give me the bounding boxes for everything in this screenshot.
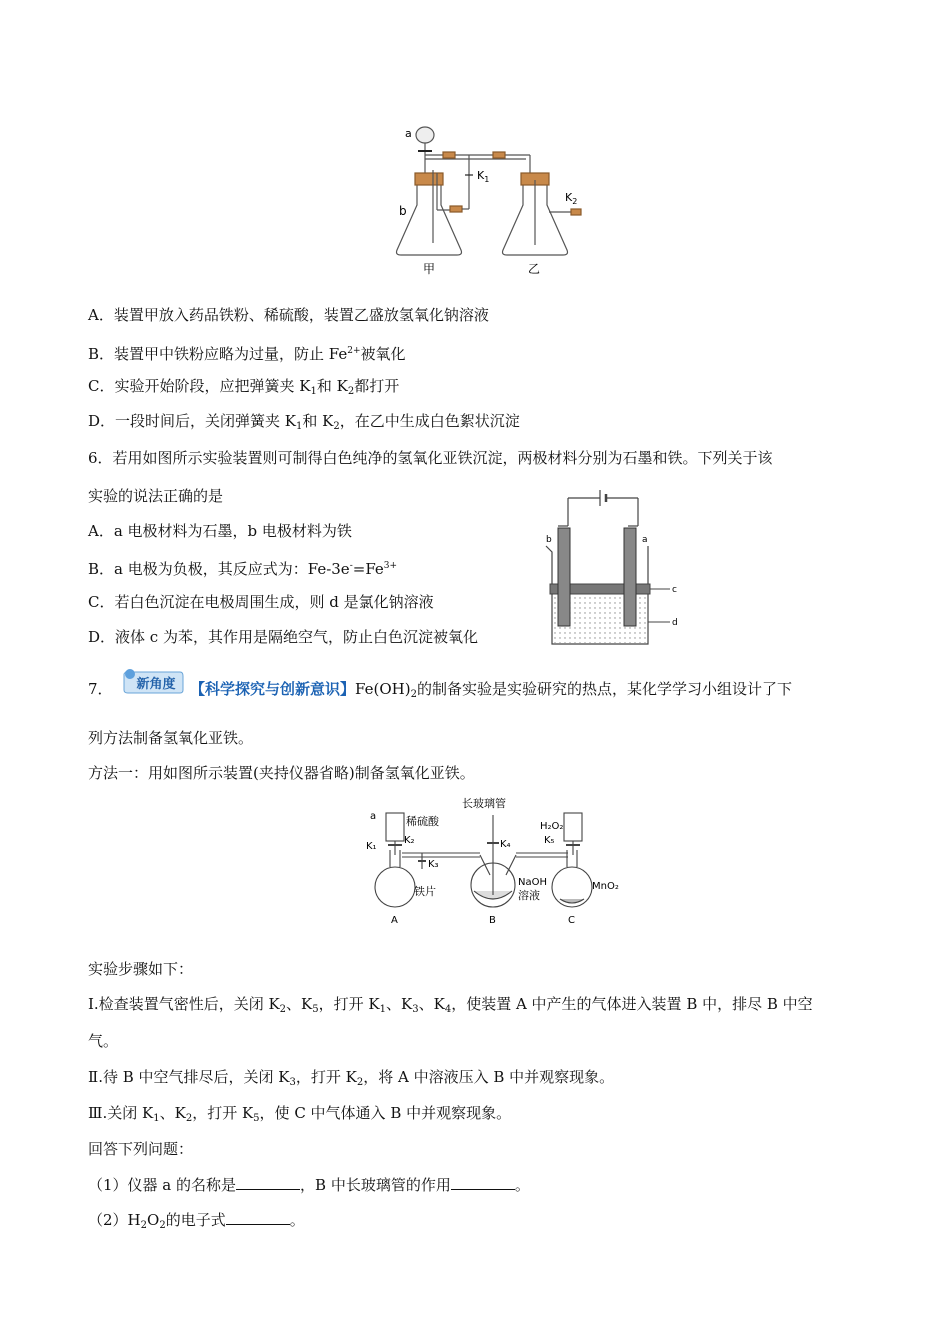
answer-blank-2[interactable] [451,1175,515,1190]
label-b: b [399,204,407,218]
label-B: B [489,915,496,926]
label-k1: $K_1$ [477,169,490,184]
label-c: c [672,585,677,595]
label-jia: 甲 [423,262,436,276]
label-C: C [568,915,575,926]
q5-option-a: A．装置甲放入药品铁粉、稀硫酸，装置乙盛放氢氧化钠溶液 [88,306,489,324]
q6-option-c: C．若白色沉淀在电极周围生成，则 d 是氯化钠溶液 [88,593,434,611]
step-3: Ⅲ.关闭 $K_1$、$K_2$，打开 $K_5$，使 C 中气体通入 B 中并观察现象。 [88,1104,512,1124]
new-angle-badge [120,668,184,694]
label-d: d [672,618,678,628]
q7-number: 7． [88,680,113,698]
sub-question-2: $(2)H_2O_2$的电子式 。 [88,1211,305,1231]
q7-stem-line2: 列方法制备氢氧化亚铁。 [88,729,254,747]
q6-option-b: B．a 电极为负极，其反应式为：$Fe-3e^-=Fe^{3+}$ [88,560,398,578]
q5-option-b: B．装置甲中铁粉应略为过量，防止 $Fe^{2+}$被氧化 [88,345,406,363]
label-a: a [642,535,648,545]
label-iron: 铁片 [414,885,436,898]
step-1-line2: 气。 [88,1032,119,1050]
label-dilute-acid: 稀硫酸 [406,815,439,828]
answer-blank-1[interactable] [236,1175,300,1190]
q5-option-d: D．一段时间后，关闭弹簧夹 $K_1$和 $K_2$，在乙中生成白色絮状沉淀 [88,412,520,432]
label-k4: K₄ [500,839,511,850]
label-mno2: MnO₂ [592,881,619,892]
q7-stem-line1: 【科学探究与创新意识】$Fe(OH)_2$的制备实验是实验研究的热点，某化学学习小组设计了下 [190,680,792,700]
answer-title: 回答下列问题： [88,1140,194,1158]
label-b: b [546,535,552,545]
label-h2o2: H₂O₂ [540,821,564,832]
sub-question-1: （1）仪器 a 的名称是 ，B 中长玻璃管的作用 。 [88,1176,530,1194]
apparatus-figure-jia-yi [395,115,595,280]
q6-option-d: D．液体 c 为苯，其作用是隔绝空气，防止白色沉淀被氧化 [88,628,478,646]
label-k3: K₃ [428,859,439,870]
answer-blank-3[interactable] [226,1210,290,1225]
label-k2: K₂ [404,835,415,846]
label-k1: K₁ [366,841,377,852]
label-A: A [391,915,398,926]
label-naoh: NaOH [518,877,547,888]
label-k5: K₅ [544,835,555,846]
label-solution: 溶液 [518,889,540,902]
step-1: Ⅰ.检查装置气密性后，关闭 $K_2$、$K_5$，打开 $K_1$、$K_3$、$K_4$，使装置 A 中产生的气体进入装置 B 中，排尽 B 中空 [88,995,813,1015]
label-long-tube: 长玻璃管 [462,797,506,810]
q6-stem-line2: 实验的说法正确的是 [88,487,224,505]
step-2: Ⅱ.待 B 中空气排尽后，关闭 $K_3$，打开 $K_2$，将 A 中溶液压入 B 中并观察现象。 [88,1068,615,1088]
label-a: a [405,127,412,140]
badge-text: 新角度 [136,677,176,692]
steps-title: 实验步骤如下： [88,960,194,978]
label-yi: 乙 [528,262,541,276]
q5-option-c: C．实验开始阶段，应把弹簧夹 $K_1$和 $K_2$都打开 [88,377,400,397]
q7-method1: 方法一：用如图所示装置(夹持仪器省略)制备氢氧化亚铁。 [88,764,475,782]
electrolysis-figure [538,486,688,651]
q6-option-a: A．a 电极材料为石墨，b 电极材料为铁 [88,522,352,540]
label-a: a [370,811,377,822]
apparatus-figure-abc [360,795,630,930]
label-k2: $K_2$ [565,191,578,206]
q6-stem-line1: 6．若用如图所示实验装置则可制得白色纯净的氢氧化亚铁沉淀，两极材料分别为石墨和铁。下列关于该 [88,449,773,467]
